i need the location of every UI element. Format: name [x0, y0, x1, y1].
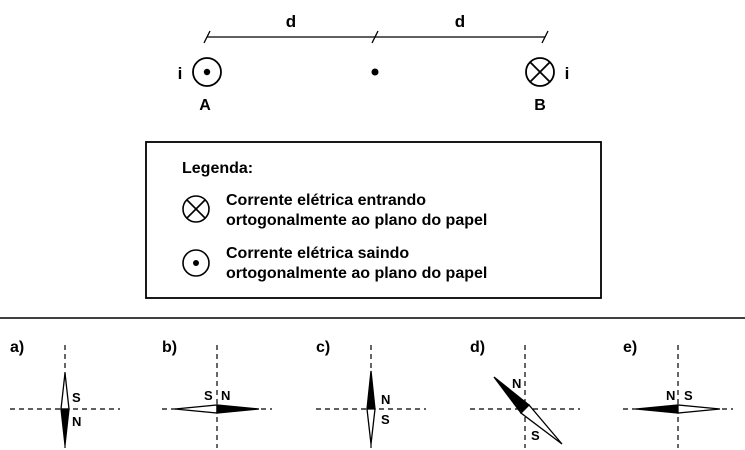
north-label: N — [72, 414, 82, 429]
compass-needle — [175, 405, 259, 413]
compass-needle — [494, 377, 562, 444]
wire-b-current-label: i — [564, 64, 570, 83]
north-label: N — [512, 376, 522, 391]
midpoint-dot — [372, 69, 379, 76]
compass-needle — [636, 405, 720, 413]
north-label: N — [381, 392, 391, 407]
wire-b-name: B — [534, 97, 546, 114]
legend-title: Legenda: — [182, 160, 254, 177]
distance-ruler — [204, 31, 548, 43]
wire-a-name: A — [199, 97, 211, 114]
north-label: N — [221, 388, 231, 403]
legend-entering-line2: ortogonalmente ao plano do papel — [226, 212, 488, 229]
option-a — [10, 339, 120, 448]
legend-entering-line1: Corrente elétrica entrando — [226, 192, 427, 209]
south-label: S — [531, 428, 540, 443]
current-out-of-page-icon — [183, 250, 209, 276]
option-d — [470, 339, 580, 448]
compass-needle — [61, 373, 69, 445]
distance-label-right: d — [454, 12, 466, 31]
option-e — [623, 339, 733, 448]
option-c — [316, 339, 426, 448]
wire-b-current-in-icon — [526, 58, 554, 86]
option-letter: d) — [470, 339, 486, 356]
distance-label-left: d — [285, 12, 297, 31]
south-label: S — [204, 388, 213, 403]
wire-a-current-label: i — [177, 64, 183, 83]
south-label: S — [684, 388, 693, 403]
legend-leaving-line2: ortogonalmente ao plano do papel — [226, 265, 488, 282]
north-label: N — [666, 388, 676, 403]
option-letter: e) — [623, 339, 638, 356]
south-label: S — [381, 412, 390, 427]
compass-needle — [367, 371, 375, 444]
wire-a-current-out-icon — [193, 58, 221, 86]
option-letter: a) — [10, 339, 25, 356]
legend-leaving-line1: Corrente elétrica saindo — [226, 245, 410, 262]
current-into-page-icon — [183, 196, 209, 222]
option-letter: c) — [316, 339, 331, 356]
option-b — [162, 339, 272, 448]
option-letter: b) — [162, 339, 178, 356]
south-label: S — [72, 390, 81, 405]
